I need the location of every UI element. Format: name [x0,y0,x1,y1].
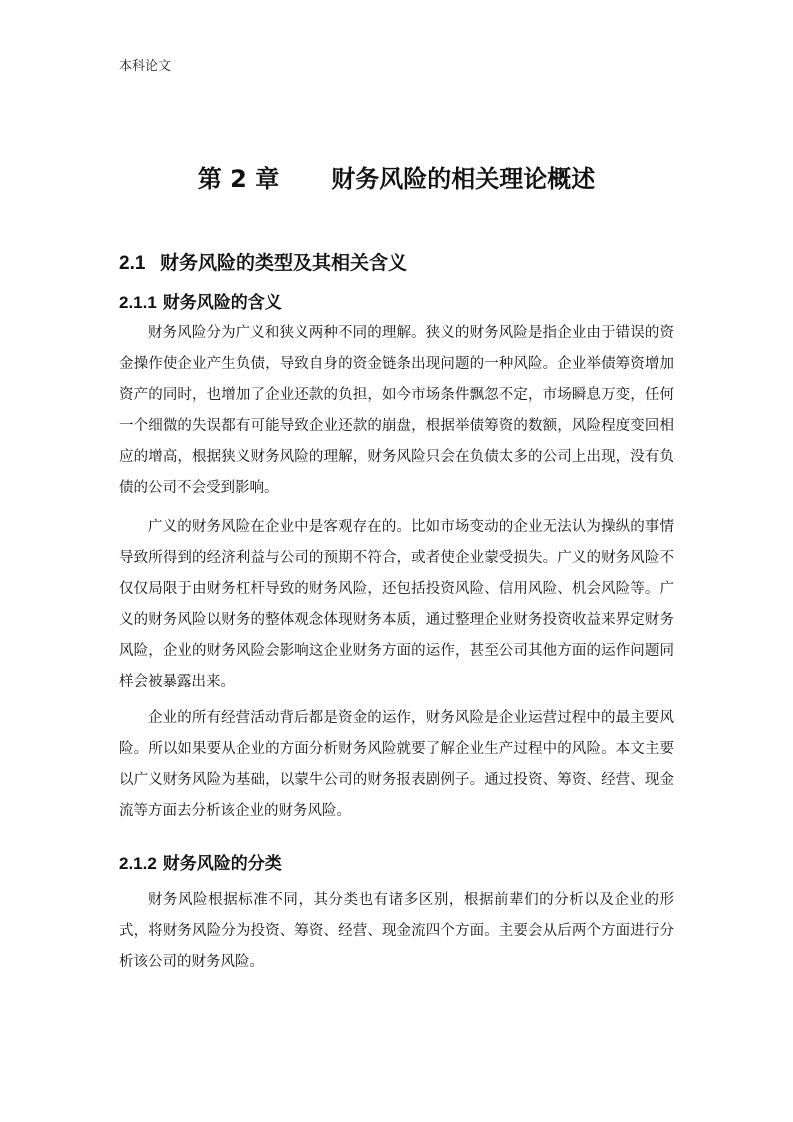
chapter-title [119,162,674,196]
section-title-text: 财务风险的类型及其相关含义 [160,252,408,274]
subsection-heading-2-1-1 [119,289,282,317]
section-number: 2.1 [119,253,146,274]
subsection-title-text: 财务风险的含义 [162,293,282,313]
paragraph-financial-risk-definition-narrow: 财务风险分为广义和狭义两种不同的理解。狭义的财务风险是指企业由于错误的资金操作使企业产生负债，导致自身的资金链条出现问题的一种风险。企业举债筹资增加资产的同时，也增加了企业还款的负担，如今市场条件飘忽不定，市场瞬息万变，任何一个细微的失误都有可能导致企业还款的崩盘，根据举债筹资的数额，风险程度变回相应的增高，根据狭义财务风险的理解，财务风险只会在负债太多的公司上出现，没有负债的公司不会受到影响。 [119,325,674,496]
subsection-number: 2.1.1 [119,293,157,312]
subsection-number: 2.1.2 [119,854,157,873]
subsection-title-text: 财务风险的分类 [162,854,282,874]
running-header: 本科论文 [119,59,172,74]
paragraph-financial-risk-classification: 财务风险根据标准不同，其分类也有诸多区别，根据前辈们的分析以及企业的形式，将财务风险分为投资、筹资、经营、现金流四个方面。主要会从后两个方面进行分析该公司的财务风险。 [119,892,674,970]
paragraph-financial-risk-definition-broad: 广义的财务风险在企业中是客观存在的。比如市场变动的企业无法认为操纵的事情导致所得到的经济利益与公司的预期不符合，或者使企业蒙受损失。广义的财务风险不仅仅局限于由财务杠杆导致的财务风险，还包括投资风险、信用风险、机会风险等。广义的财务风险以财务的整体观念体现财务本质，通过整理企业财务投资收益来界定财务风险，企业的财务风险会影响这企业财务方面的运作，甚至公司其他方面的运作问题同样会被暴露出来。 [119,519,674,690]
subsection-heading-2-1-2 [119,850,282,878]
section-heading-2-1 [119,249,407,278]
paragraph-financial-risk-operations: 企业的所有经营活动背后都是资金的运作，财务风险是企业运营过程中的最主要风险。所以如果要从企业的方面分析财务风险就要了解企业生产过程中的风险。本文主要以广义财务风险为基础，以蒙牛公司的财务报表剧例子。通过投资、筹资、经营、现金流等方面去分析该企业的财务风险。 [119,710,674,819]
chapter-number: 第 2 章 [197,165,280,193]
chapter-title-text: 财务风险的相关理论概述 [331,165,596,193]
